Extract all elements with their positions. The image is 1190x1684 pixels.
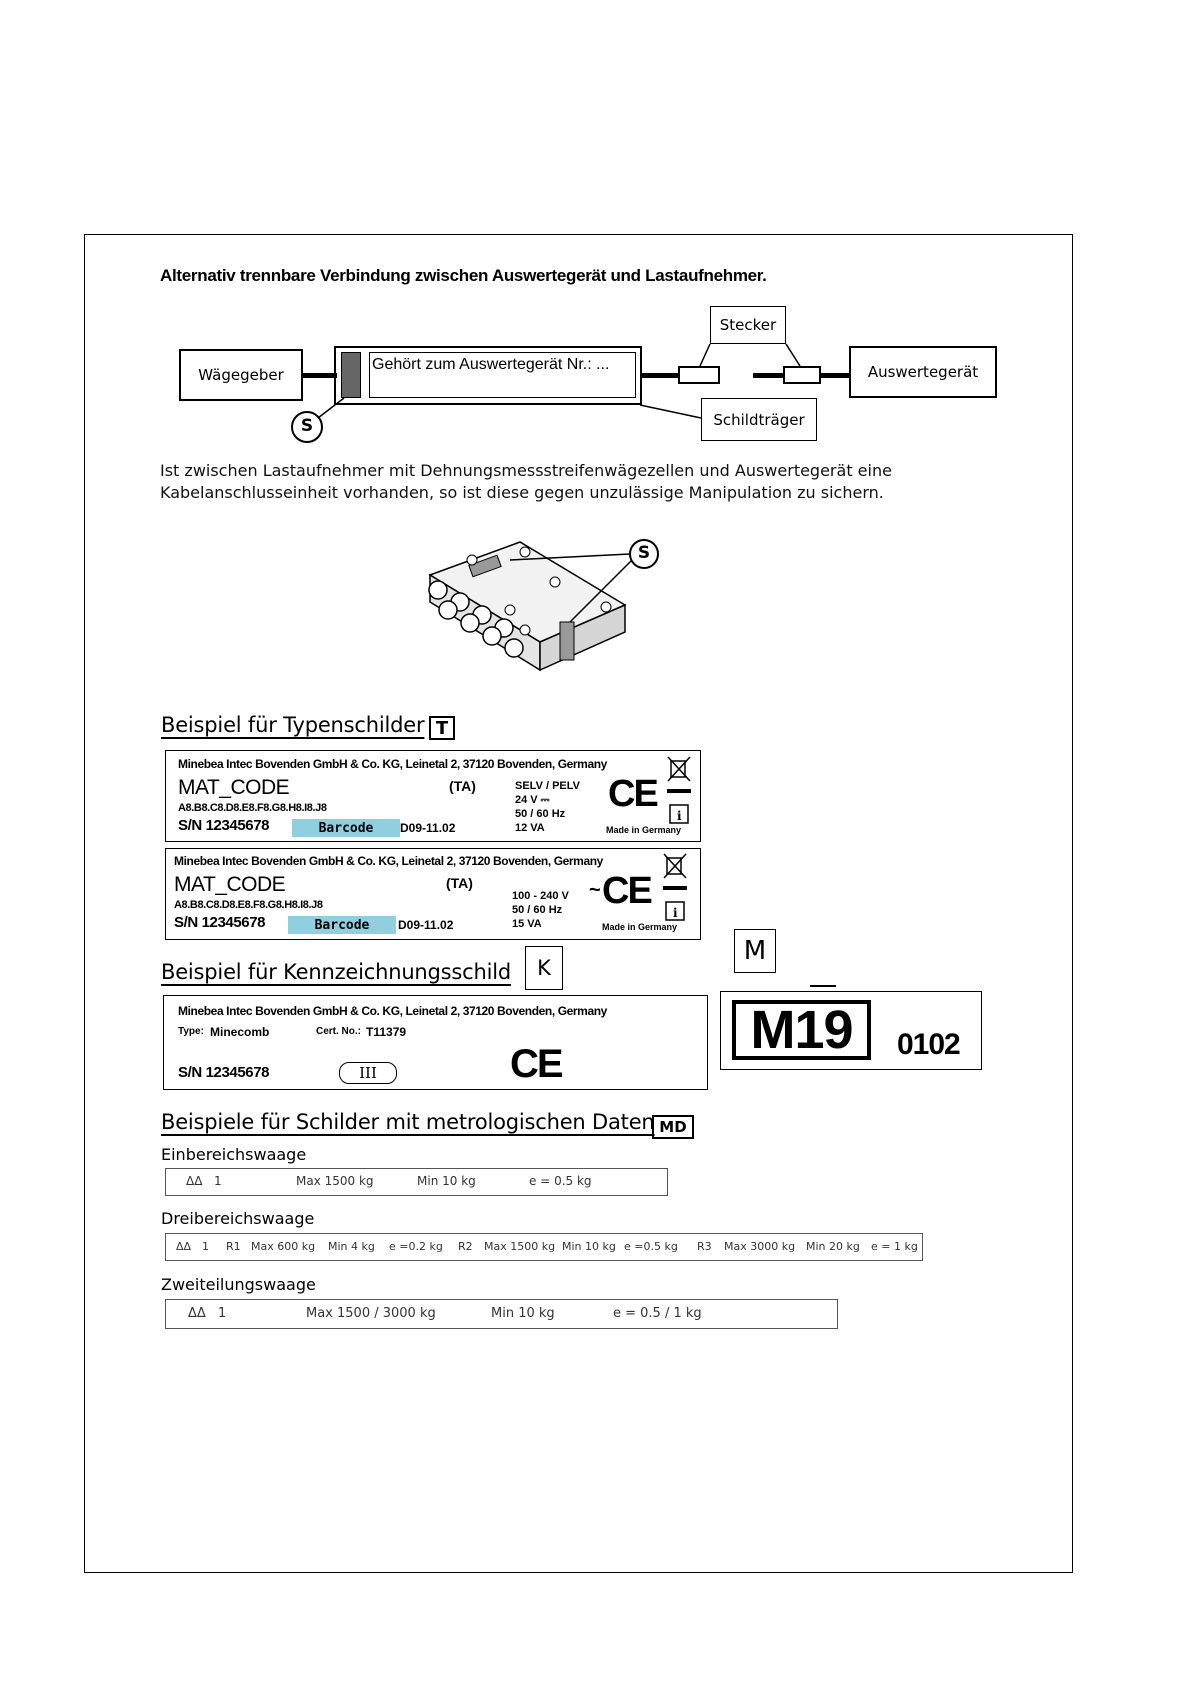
- plate-power-line: 50 / 60 Hz: [512, 904, 563, 916]
- plate-cert-value: T11379: [366, 1025, 407, 1039]
- verification-interval: e = 0.5 / 1 kg: [613, 1306, 702, 1321]
- range-1-min: Min 4 kg: [328, 1240, 375, 1253]
- plate-serial: S/N 12345678: [178, 1064, 270, 1081]
- dreibereich-label: Dreibereichswaage: [161, 1209, 315, 1228]
- plate-power-line: SELV / PELV: [515, 780, 580, 792]
- kennzeichnung-letter: K: [525, 946, 563, 990]
- typenschilder-title: Beispiel für Typenschilder: [161, 713, 425, 737]
- range-3-e: e = 1 kg: [871, 1240, 918, 1253]
- verification-interval: e = 0.5 kg: [529, 1174, 592, 1188]
- plate-barcode: Barcode: [292, 819, 400, 837]
- plate-made-in: Made in Germany: [606, 825, 682, 835]
- max-capacity: Max 1500 kg: [296, 1174, 374, 1188]
- plate-cert-label: Cert. No.:: [316, 1026, 361, 1037]
- accuracy-class-badge: III: [339, 1062, 397, 1084]
- metrology-letter: M: [734, 929, 776, 973]
- schild-label-field: Gehört zum Auswertegerät Nr.: ...: [369, 352, 636, 398]
- range-3-max: Max 3000 kg: [724, 1240, 796, 1253]
- intro-heading: Alternativ trennbare Verbindung zwischen Auswertegerät und Lastaufnehmer.: [160, 266, 767, 285]
- type-plate-2: [165, 848, 701, 940]
- plate-type-label: Type:: [178, 1026, 204, 1037]
- diagram-connectors: [0, 0, 1190, 480]
- plate-type-value: Minecomb: [210, 1025, 270, 1039]
- plate-power-line: 15 VA: [512, 918, 542, 930]
- scale-symbol: ΔΔ: [176, 1240, 192, 1253]
- schildtraeger-label: Schildträger: [713, 410, 805, 429]
- range-2-label: R2: [458, 1240, 473, 1253]
- junction-seal-marker-s: S: [637, 543, 651, 563]
- plate-mat-code: MAT_CODE: [178, 776, 290, 799]
- max-capacity: Max 1500 / 3000 kg: [306, 1306, 436, 1321]
- range-3-label: R3: [697, 1240, 712, 1253]
- stecker-label: Stecker: [719, 316, 777, 334]
- ce-mark: CE: [510, 1042, 562, 1086]
- scale-symbol: ΔΔ: [186, 1174, 203, 1188]
- waegegeber-label: Wägegeber: [198, 366, 284, 384]
- ac-tilde: ~: [589, 879, 601, 901]
- range-2-min: Min 10 kg: [562, 1240, 616, 1253]
- svg-text:i: i: [673, 906, 678, 920]
- plate-mat-code: MAT_CODE: [174, 873, 286, 896]
- min-capacity: Min 10 kg: [491, 1306, 555, 1321]
- notified-body-number: 0102: [897, 1028, 960, 1061]
- type-plate-1: [165, 750, 701, 842]
- plate-serial: S/N 12345678: [178, 817, 270, 834]
- zweiteilung-plate: [165, 1299, 838, 1329]
- plate-barcode: Barcode: [288, 916, 396, 934]
- svg-text:i: i: [677, 809, 682, 823]
- seal-marker-s: S: [300, 416, 314, 436]
- ce-mark: CE: [608, 773, 657, 815]
- plate-power-line: 50 / 60 Hz: [515, 808, 566, 820]
- identification-plate: [163, 995, 708, 1090]
- plate-manufacturer: Minebea Intec Bovenden GmbH & Co. KG, Leinetal 2, 37120 Bovenden, Germany: [178, 1004, 607, 1018]
- zweiteilung-label: Zweiteilungswaage: [161, 1275, 316, 1294]
- ce-mark: CE: [602, 870, 651, 912]
- scale-number: 1: [202, 1240, 209, 1253]
- metrology-mark-frame: [720, 991, 982, 1070]
- range-2-max: Max 1500 kg: [484, 1240, 556, 1253]
- range-1-label: R1: [226, 1240, 241, 1253]
- metrology-dash: [810, 985, 836, 987]
- metrology-mark: M19: [732, 1000, 871, 1060]
- scale-symbol: ΔΔ: [188, 1306, 206, 1321]
- plate-ta: (TA): [446, 875, 473, 891]
- plate-manufacturer: Minebea Intec Bovenden GmbH & Co. KG, Leinetal 2, 37120 Bovenden, Germany: [178, 757, 607, 771]
- plate-manufacturer: Minebea Intec Bovenden GmbH & Co. KG, Leinetal 2, 37120 Bovenden, Germany: [174, 854, 603, 868]
- scale-number: 1: [214, 1174, 222, 1188]
- min-capacity: Min 10 kg: [417, 1174, 476, 1188]
- kennzeichnung-title: Beispiel für Kennzeichnungsschild: [161, 960, 512, 984]
- intro-paragraph-line2: Kabelanschlusseinheit vorhanden, so ist diese gegen unzulässige Manipulation zu sichern.: [160, 483, 884, 502]
- range-1-e: e =0.2 kg: [389, 1240, 443, 1253]
- plate-made-in: Made in Germany: [602, 922, 678, 932]
- range-3-min: Min 20 kg: [806, 1240, 860, 1253]
- einbereich-label: Einbereichswaage: [161, 1145, 307, 1164]
- scale-number: 1: [218, 1306, 227, 1321]
- plate-ta: (TA): [449, 778, 476, 794]
- plate-date: D09-11.02: [400, 821, 456, 835]
- intro-paragraph-line1: Ist zwischen Lastaufnehmer mit Dehnungsmessstreifenwägezellen und Auswertegerät eine: [160, 461, 892, 480]
- plate-power-specs: [512, 889, 569, 931]
- metrology-data-title: Beispiele für Schilder mit metrologischen Daten: [161, 1110, 655, 1134]
- plate-power-line: 24 V ⎓: [515, 794, 550, 806]
- plate-date: D09-11.02: [398, 918, 454, 932]
- auswertegeraet-label: Auswertegerät: [867, 363, 979, 381]
- plate-power-line: 12 VA: [515, 822, 545, 834]
- plate-power-specs: [515, 779, 580, 835]
- plate-power-line: 100 - 240 V: [512, 890, 569, 902]
- plate-serial: S/N 12345678: [174, 914, 266, 931]
- range-2-e: e =0.5 kg: [624, 1240, 678, 1253]
- plate-variants: A8.B8.C8.D8.E8.F8.G8.H8.I8.J8: [174, 899, 323, 911]
- range-1-max: Max 600 kg: [251, 1240, 316, 1253]
- dreibereich-plate: [165, 1233, 923, 1261]
- weee-bin-icon: [660, 852, 690, 936]
- metrology-data-letter: MD: [652, 1115, 694, 1139]
- plate-variants: A8.B8.C8.D8.E8.F8.G8.H8.I8.J8: [178, 802, 327, 814]
- einbereich-plate: [165, 1168, 668, 1196]
- typenschilder-letter: T: [429, 716, 455, 740]
- weee-bin-icon: [664, 755, 694, 839]
